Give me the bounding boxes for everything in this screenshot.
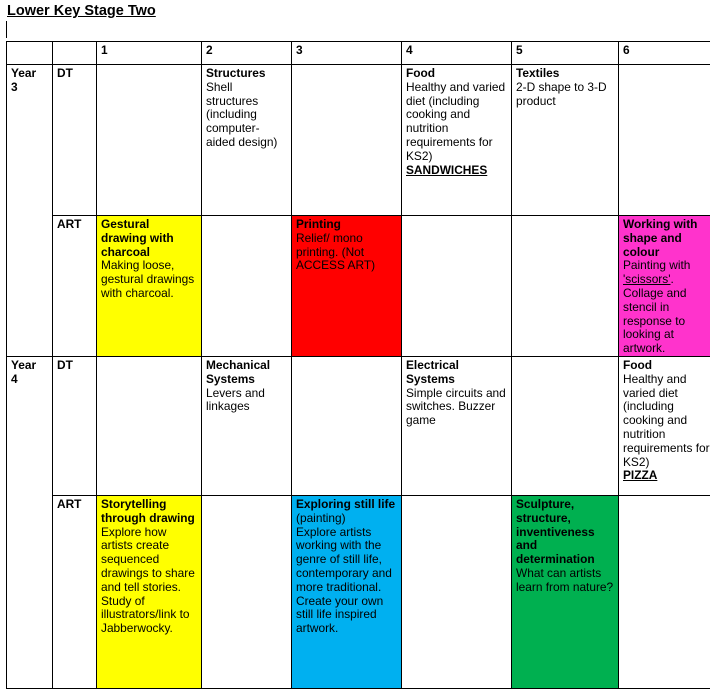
year4-dt-c4: Electrical Systems Simple circuits and switches. Buzzer game — [402, 356, 512, 495]
year4-art-c6 — [619, 495, 710, 688]
year3-art-row — [7, 216, 710, 357]
header-blank-subject — [53, 42, 97, 65]
year4-art-c4 — [402, 495, 512, 688]
header-col-4: 4 — [402, 42, 512, 65]
year3-dt-c4: Food Healthy and varied diet (including cooking and nutrition requirements for KS2) SANDWICHES — [402, 65, 512, 216]
year4-art-subject: ART — [53, 495, 97, 688]
year3-dt-subject: DT — [53, 65, 97, 216]
year3-art-c5 — [512, 216, 619, 357]
header-row — [7, 42, 710, 65]
year3-art-subject: ART — [53, 216, 97, 357]
year4-art-row — [7, 495, 710, 688]
header-col-3: 3 — [292, 42, 402, 65]
year3-dt-c5: Textiles 2-D shape to 3-D product — [512, 65, 619, 216]
year3-dt-c1 — [97, 65, 202, 216]
header-col-6: 6 — [619, 42, 710, 65]
year4-art-c3: Exploring still life (painting) Explore artists working with the genre of still life, contemporary and more traditional. Create your own still life inspired artwork. — [292, 495, 402, 688]
year3-art-c3: Printing Relief/ mono printing. (Not ACCESS ART) — [292, 216, 402, 357]
year3-dt-c6 — [619, 65, 710, 216]
year3-art-c6: Working with shape and colour Painting with 'scissors'. Collage and stencil in response to looking at artwork. — [619, 216, 710, 357]
year3-art-c2 — [202, 216, 292, 357]
year4-dt-c2: Mechanical Systems Levers and linkages — [202, 356, 292, 495]
text-cursor — [6, 21, 7, 38]
year4-dt-subject: DT — [53, 356, 97, 495]
year4-label: Year 4 — [7, 356, 53, 688]
year4-dt-c3 — [292, 356, 402, 495]
page-title: Lower Key Stage Two — [7, 3, 156, 19]
year4-dt-c5 — [512, 356, 619, 495]
year3-art-c4 — [402, 216, 512, 357]
header-col-5: 5 — [512, 42, 619, 65]
year3-dt-c2: Structures Shell structures (including computer-aided design) — [202, 65, 292, 216]
year3-dt-row — [7, 65, 710, 216]
header-col-1: 1 — [97, 42, 202, 65]
header-col-2: 2 — [202, 42, 292, 65]
year3-label: Year 3 — [7, 65, 53, 357]
year4-dt-c6: Food Healthy and varied diet (including cooking and nutrition requirements for KS2) PIZZA — [619, 356, 710, 495]
curriculum-table — [6, 41, 710, 689]
year4-dt-row — [7, 356, 710, 495]
year4-art-c5: Sculpture, structure, inventiveness and determination What can artists learn from nature? — [512, 495, 619, 688]
year3-dt-c3 — [292, 65, 402, 216]
year4-dt-c1 — [97, 356, 202, 495]
year4-art-c1: Storytelling through drawing Explore how artists create sequenced drawings to share and tell stories. Study of illustrators/link to Jabberwocky. — [97, 495, 202, 688]
year3-art-c1: Gestural drawing with charcoal Making loose, gestural drawings with charcoal. — [97, 216, 202, 357]
header-blank-year — [7, 42, 53, 65]
year4-art-c2 — [202, 495, 292, 688]
